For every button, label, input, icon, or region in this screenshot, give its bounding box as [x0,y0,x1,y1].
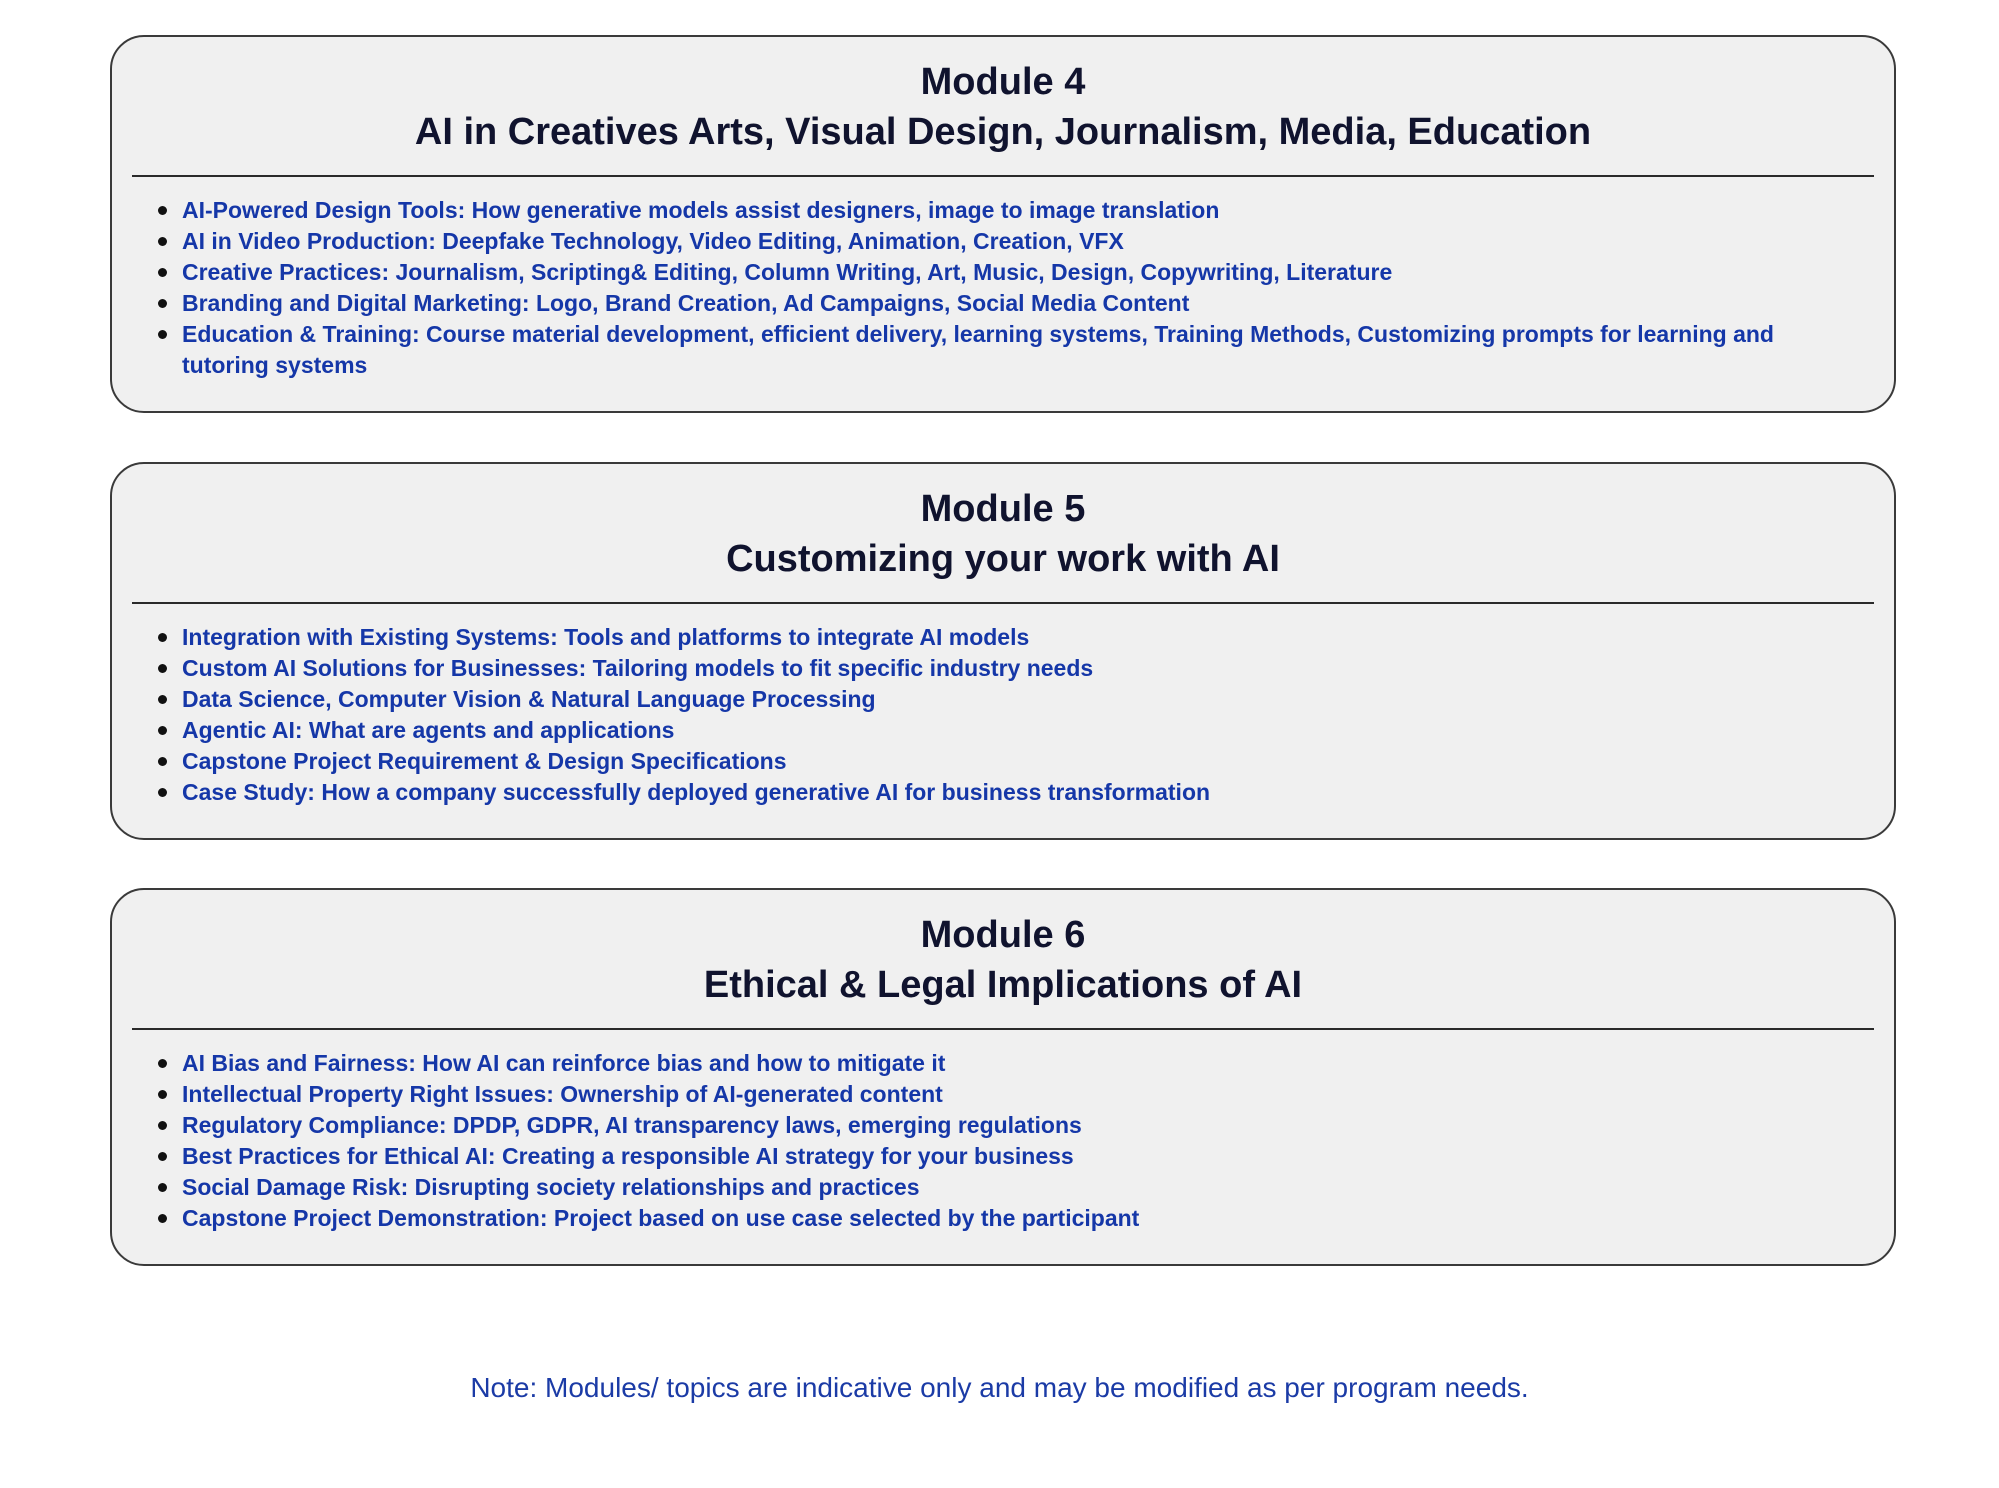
divider [132,602,1874,604]
module-number: Module 4 [920,61,1086,103]
module-title: AI in Creatives Arts, Visual Design, Journalism, Media, Education [414,111,1592,153]
module-4-card [110,35,1896,413]
module-title: Ethical & Legal Implications of AI [703,964,1303,1006]
topic-item: Data Science, Computer Vision & Natural Language Processing [182,684,1814,715]
module-heading [112,464,1894,584]
module-heading [112,890,1894,1010]
topic-item: Capstone Project Demonstration: Project based on use case selected by the participant [182,1203,1814,1234]
topic-item: Best Practices for Ethical AI: Creating a responsible AI strategy for your business [182,1141,1814,1172]
divider [132,175,1874,177]
topic-list [152,622,1814,808]
module-5-card [110,462,1896,840]
topic-item: AI-Powered Design Tools: How generative models assist designers, image to image translation [182,195,1814,226]
topic-item: Branding and Digital Marketing: Logo, Brand Creation, Ad Campaigns, Social Media Content [182,288,1814,319]
topic-item: AI in Video Production: Deepfake Technology, Video Editing, Animation, Creation, VFX [182,226,1814,257]
module-title: Customizing your work with AI [726,538,1280,580]
topic-item: Education & Training: Course material development, efficient delivery, learning systems, Training Methods, Customizing prompts for learning and tutoring systems [182,319,1814,381]
topic-item: Integration with Existing Systems: Tools and platforms to integrate AI models [182,622,1814,653]
topic-item: Social Damage Risk: Disrupting society relationships and practices [182,1172,1814,1203]
module-number: Module 5 [920,488,1086,530]
topic-item: Regulatory Compliance: DPDP, GDPR, AI transparency laws, emerging regulations [182,1110,1814,1141]
topic-list [152,1048,1814,1234]
topic-item: Capstone Project Requirement & Design Specifications [182,746,1814,777]
topic-item: Creative Practices: Journalism, Scripting& Editing, Column Writing, Art, Music, Design, Copywriting, Literature [182,257,1814,288]
topic-item: AI Bias and Fairness: How AI can reinforce bias and how to mitigate it [182,1048,1814,1079]
topic-item: Custom AI Solutions for Businesses: Tailoring models to fit specific industry needs [182,653,1814,684]
module-6-card [110,888,1896,1266]
footnote: Note: Modules/ topics are indicative only and may be modified as per program needs. [470,1372,1529,1403]
topic-item: Agentic AI: What are agents and applications [182,715,1814,746]
module-heading [112,37,1894,157]
topic-item: Intellectual Property Right Issues: Ownership of AI-generated content [182,1079,1814,1110]
module-number: Module 6 [920,914,1086,956]
topic-item: Case Study: How a company successfully deployed generative AI for business transformation [182,777,1814,808]
divider [132,1028,1874,1030]
topic-list [152,195,1814,381]
